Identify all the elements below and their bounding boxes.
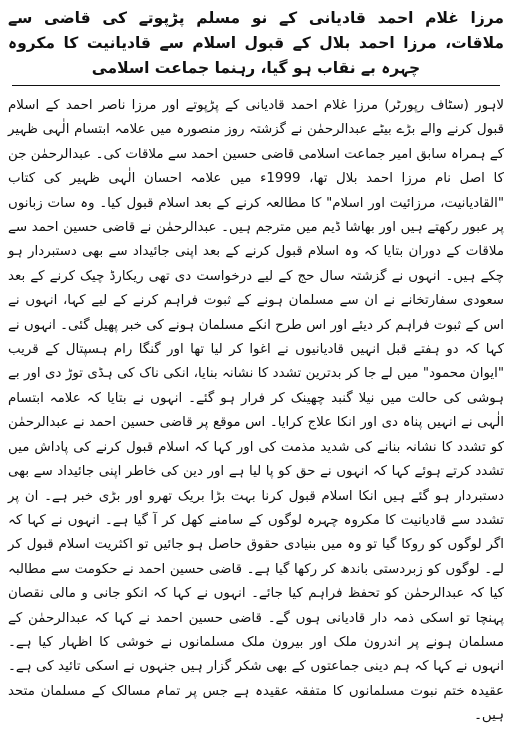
article-body: لاہور (سٹاف رپورٹر) مرزا غلام احمد قادیانی کے پڑپوتے اور مرزا ناصر احمد کے اسلام قبول کرنے والے بڑے بیٹے عبدالرحمٰن نے گزشتہ روز منصورہ میں علامہ ابتسام الٰہی ظہیر کے ہمراہ سابق امیر جماعت اسلامی قاضی حسین احمد سے ملاقات کی۔ عبدالرحمٰن جن کا اصل نام مرزا احمد بلال تھا، 1999ء میں علامہ احسان الٰہی ظہیر کی کتاب "القادیانیت، مرزائیت اور اسلام" کا مطالعہ کرنے کے بعد اسلام قبول کیا۔ وہ سات زبانوں پر عبور رکھتے ہیں اور بھاشا ڈیم میں مترجم ہیں۔ عبدالرحمٰن نے قاضی حسین احمد سے ملاقات کے دوران بتایا کہ وہ اسلام قبول کرنے کے بعد اپنی جائیداد سے بھی دستبردار ہو چکے ہیں۔ انہوں نے گزشتہ سال حج کے لیے درخواست دی تھی ریکارڈ چیک کرنے کے بعد سعودی سفارتخانے نے ان سے مسلمان ہونے کے ثبوت فراہم کرنے کے لیے کہا، انہوں نے اس کے ثبوت فراہم کر دیئے اور اس طرح انکے مسلمان ہونے کی خبر پھیل گئی۔ انہوں نے کہا کہ دو ہفتے قبل انہیں قادیانیوں نے اغوا کر لیا تھا اور گنگا رام ہسپتال کے قریب "ایوان محمود" میں لے جا کر بدترین تشدد کا نشانہ بنایا، انکی ناک کی ہڈی توڑ دی اور بے ہوشی کی حالت میں نیلا گنبد چھینک کر فرار ہو گئے۔ انہوں نے بتایا کہ علامہ ابتسام الٰہی نے انہیں پناہ دی اور انکا علاج کرایا۔ اس موقع پر قاضی حسین احمد نے عبدالرحمٰن کو تشدد کا نشانہ بنانے کی شدید مذمت کی اور کہا کہ اسلام قبول کرنے کی پاداش میں تشدد کرتے ہوئے کہا کہ انہوں نے حق کو پا لیا ہے اور دین کی خاطر اپنی جائیداد سے بھی دستبردار ہو گئے ہیں انکا اسلام قبول کرنا بہت بڑا بریک تھرو اور بڑی خبر ہے۔ ان پر تشدد سے قادیانیت کا مکروہ چہرہ لوگوں کے سامنے کھل کر آ گیا ہے۔ انہوں نے کہا کہ اگر لوگوں کو روکا گیا تو وہ میں بنیادی حقوق حاصل ہو جائیں تو اکثریت اسلام قبول کر لے۔ لوگوں کو زبردستی باندھ کر رکھا گیا ہے۔ قاضی حسین احمد نے حکومت سے مطالبہ کیا کہ عبدالرحمٰن کو تحفظ فراہم کیا جائے۔ انہوں نے کہا کہ انکو جانی و مالی نقصان پہنچا تو اسکی ذمہ دار قادیانی ہوں گے۔ قاضی حسین احمد نے کہا کہ عبدالرحمٰن کے مسلمان ہونے پر اندرون ملک اور بیرون ملک مسلمانوں نے خوشی کا اظہار کیا ہے۔ انہوں نے کہا کہ ہم دینی جماعتوں کے بھی شکر گزار ہیں جنہوں نے اسکی تائید کی ہے۔ عقیدہ ختم نبوت مسلمانوں کا متفقہ عقیدہ ہے جس پر تمام مسالک کے مسلمان متحد ہیں۔: [8, 98, 504, 724]
news-clipping: [6, 4, 506, 747]
article-headline: مرزا غلام احمد قادیانی کے نو مسلم پڑپوتے کی قاضی سے ملاقات، مرزا احمد بلال کے قبول اسلام سے قادیانیت کا مکروہ چہرہ بے نقاب ہو گیا، رہنما جماعت اسلامی: [8, 9, 504, 77]
headline-divider: [12, 85, 500, 86]
